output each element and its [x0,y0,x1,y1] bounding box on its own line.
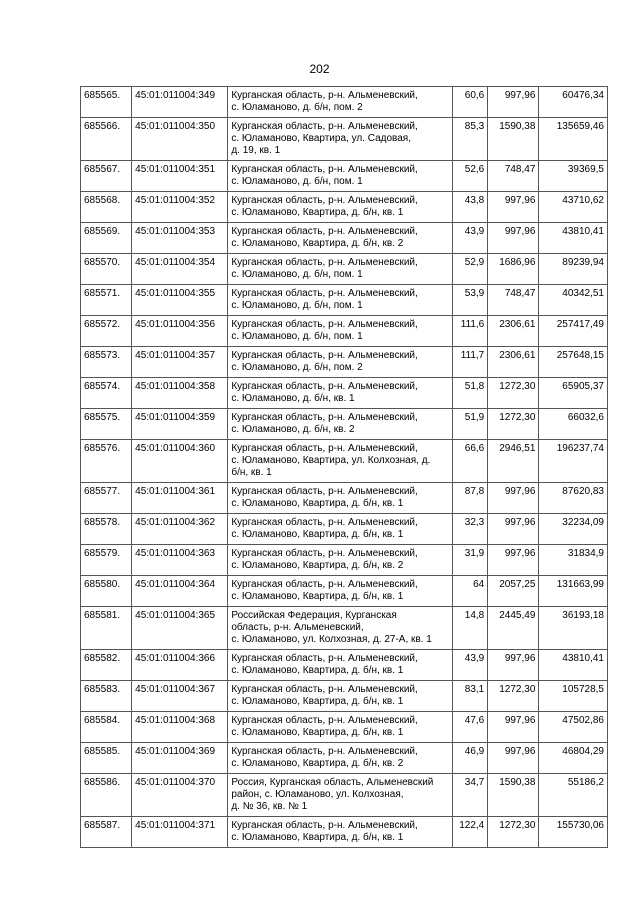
area-cell: 111,6 [453,316,488,347]
unit-value-cell: 2946,51 [488,440,539,483]
unit-value-cell: 748,47 [488,285,539,316]
address-line: район, с. Юламаново, ул. Колхозная, [231,789,404,800]
address-cell [228,118,453,161]
area-cell: 64 [453,576,488,607]
table-row [81,514,608,545]
record-number-cell: 685586. [81,774,132,817]
registry-table [80,86,608,848]
cadastral-number-cell: 45:01:011004:358 [132,378,228,409]
address-line: с. Юламаново, Квартира, д. б/н, кв. 1 [231,529,404,540]
address-line: Курганская область, р-н. Альменевский, [231,486,418,497]
address-cell [228,743,453,774]
unit-value-cell: 1590,38 [488,118,539,161]
address-cell [228,285,453,316]
address-cell [228,483,453,514]
record-number-cell: 685584. [81,712,132,743]
record-number-cell: 685571. [81,285,132,316]
area-cell: 52,6 [453,161,488,192]
record-number-cell: 685583. [81,681,132,712]
record-number-cell: 685565. [81,87,132,118]
address-line: Курганская область, р-н. Альменевский, [231,746,418,757]
table-row [81,774,608,817]
address-line: с. Юламаново, Квартира, д. б/н, кв. 1 [231,832,404,843]
unit-value-cell: 1272,30 [488,817,539,848]
table-row [81,285,608,316]
table-row [81,483,608,514]
address-cell [228,378,453,409]
table-row [81,223,608,254]
address-line: с. Юламаново, Квартира, д. б/н, кв. 1 [231,498,404,509]
cadastral-value-cell: 43710,62 [539,192,608,223]
address-line: с. Юламаново, д. б/н, пом. 1 [231,331,363,342]
address-line: Курганская область, р-н. Альменевский, [231,684,418,695]
cadastral-value-cell: 65905,37 [539,378,608,409]
unit-value-cell: 997,96 [488,743,539,774]
unit-value-cell: 2306,61 [488,347,539,378]
address-line: Курганская область, р-н. Альменевский, [231,820,418,831]
area-cell: 14,8 [453,607,488,650]
record-number-cell: 685572. [81,316,132,347]
cadastral-number-cell: 45:01:011004:353 [132,223,228,254]
record-number-cell: 685579. [81,545,132,576]
address-line: Курганская область, р-н. Альменевский, [231,412,418,423]
cadastral-value-cell: 43810,41 [539,223,608,254]
unit-value-cell: 1590,38 [488,774,539,817]
cadastral-value-cell: 36193,18 [539,607,608,650]
cadastral-value-cell: 87620,83 [539,483,608,514]
table-row [81,378,608,409]
cadastral-value-cell: 135659,46 [539,118,608,161]
table-row [81,743,608,774]
record-number-cell: 685587. [81,817,132,848]
area-cell: 32,3 [453,514,488,545]
table-row [81,192,608,223]
cadastral-number-cell: 45:01:011004:357 [132,347,228,378]
area-cell: 122,4 [453,817,488,848]
address-cell [228,409,453,440]
area-cell: 87,8 [453,483,488,514]
record-number-cell: 685567. [81,161,132,192]
area-cell: 31,9 [453,545,488,576]
address-cell [228,681,453,712]
area-cell: 85,3 [453,118,488,161]
cadastral-number-cell: 45:01:011004:367 [132,681,228,712]
address-line: Курганская область, р-н. Альменевский, [231,226,418,237]
cadastral-number-cell: 45:01:011004:363 [132,545,228,576]
cadastral-value-cell: 60476,34 [539,87,608,118]
address-cell [228,650,453,681]
table-row [81,545,608,576]
cadastral-number-cell: 45:01:011004:369 [132,743,228,774]
unit-value-cell: 1686,96 [488,254,539,285]
address-line: Курганская область, р-н. Альменевский, [231,257,418,268]
cadastral-number-cell: 45:01:011004:365 [132,607,228,650]
record-number-cell: 685580. [81,576,132,607]
table-row [81,409,608,440]
table-row [81,347,608,378]
area-cell: 66,6 [453,440,488,483]
cadastral-number-cell: 45:01:011004:368 [132,712,228,743]
address-line: д. № 36, кв. № 1 [231,801,308,812]
address-line: Курганская область, р-н. Альменевский, [231,350,418,361]
cadastral-value-cell: 131663,99 [539,576,608,607]
record-number-cell: 685577. [81,483,132,514]
address-line: с. Юламаново, д. б/н, пом. 1 [231,269,363,280]
address-line: с. Юламаново, д. б/н, кв. 2 [231,424,355,435]
cadastral-number-cell: 45:01:011004:356 [132,316,228,347]
unit-value-cell: 997,96 [488,712,539,743]
address-line: с. Юламаново, Квартира, д. б/н, кв. 1 [231,665,404,676]
address-line: Россия, Курганская область, Альменевский [231,777,434,788]
area-cell: 47,6 [453,712,488,743]
record-number-cell: 685578. [81,514,132,545]
address-line: с. Юламаново, Квартира, д. б/н, кв. 2 [231,560,404,571]
table-row [81,681,608,712]
record-number-cell: 685575. [81,409,132,440]
address-line: с. Юламаново, Квартира, д. б/н, кв. 1 [231,696,404,707]
address-line: с. Юламаново, д. б/н, пом. 1 [231,176,363,187]
address-cell [228,87,453,118]
address-line: область, р-н. Альменевский, [231,622,364,633]
record-number-cell: 685569. [81,223,132,254]
cadastral-value-cell: 55186,2 [539,774,608,817]
cadastral-value-cell: 257648,15 [539,347,608,378]
cadastral-number-cell: 45:01:011004:361 [132,483,228,514]
record-number-cell: 685574. [81,378,132,409]
area-cell: 51,9 [453,409,488,440]
address-line: с. Юламаново, Квартира, д. б/н, кв. 2 [231,238,404,249]
address-line: Курганская область, р-н. Альменевский, [231,517,418,528]
area-cell: 52,9 [453,254,488,285]
address-line: с. Юламаново, Квартира, д. б/н, кв. 1 [231,591,404,602]
cadastral-value-cell: 46804,29 [539,743,608,774]
table-row [81,650,608,681]
cadastral-value-cell: 47502,86 [539,712,608,743]
address-line: Курганская область, р-н. Альменевский, [231,319,418,330]
area-cell: 83,1 [453,681,488,712]
cadastral-number-cell: 45:01:011004:352 [132,192,228,223]
table-row [81,316,608,347]
address-line: с. Юламаново, Квартира, д. б/н, кв. 2 [231,758,404,769]
unit-value-cell: 1272,30 [488,409,539,440]
unit-value-cell: 2445,49 [488,607,539,650]
unit-value-cell: 997,96 [488,483,539,514]
address-line: Курганская область, р-н. Альменевский, [231,715,418,726]
address-line: с. Юламаново, д. б/н, пом. 2 [231,102,363,113]
cadastral-value-cell: 31834,9 [539,545,608,576]
cadastral-number-cell: 45:01:011004:364 [132,576,228,607]
address-line: б/н, кв. 1 [231,467,272,478]
cadastral-value-cell: 196237,74 [539,440,608,483]
address-line: Российская Федерация, Курганская [231,610,397,621]
record-number-cell: 685573. [81,347,132,378]
area-cell: 60,6 [453,87,488,118]
address-cell [228,316,453,347]
address-cell [228,774,453,817]
cadastral-value-cell: 39369,5 [539,161,608,192]
unit-value-cell: 2306,61 [488,316,539,347]
area-cell: 46,9 [453,743,488,774]
address-line: с. Юламаново, Квартира, д. б/н, кв. 1 [231,727,404,738]
cadastral-value-cell: 155730,06 [539,817,608,848]
cadastral-value-cell: 32234,09 [539,514,608,545]
record-number-cell: 685576. [81,440,132,483]
address-cell [228,607,453,650]
address-cell [228,514,453,545]
unit-value-cell: 997,96 [488,650,539,681]
address-line: Курганская область, р-н. Альменевский, [231,164,418,175]
address-line: Курганская область, р-н. Альменевский, [231,121,418,132]
address-cell [228,545,453,576]
cadastral-value-cell: 43810,41 [539,650,608,681]
area-cell: 111,7 [453,347,488,378]
address-line: с. Юламаново, Квартира, д. б/н, кв. 1 [231,207,404,218]
cadastral-number-cell: 45:01:011004:350 [132,118,228,161]
record-number-cell: 685566. [81,118,132,161]
record-number-cell: 685582. [81,650,132,681]
address-line: Курганская область, р-н. Альменевский, [231,443,418,454]
unit-value-cell: 997,96 [488,223,539,254]
cadastral-number-cell: 45:01:011004:371 [132,817,228,848]
area-cell: 34,7 [453,774,488,817]
table-row [81,607,608,650]
address-line: Курганская область, р-н. Альменевский, [231,195,418,206]
record-number-cell: 685581. [81,607,132,650]
record-number-cell: 685585. [81,743,132,774]
cadastral-number-cell: 45:01:011004:351 [132,161,228,192]
cadastral-number-cell: 45:01:011004:349 [132,87,228,118]
area-cell: 53,9 [453,285,488,316]
address-line: с. Юламаново, д. б/н, кв. 1 [231,393,355,404]
address-line: с. Юламаново, ул. Колхозная, д. 27-А, кв. 1 [231,634,432,645]
area-cell: 51,8 [453,378,488,409]
cadastral-value-cell: 40342,51 [539,285,608,316]
address-line: с. Юламаново, д. б/н, пом. 2 [231,362,363,373]
address-line: Курганская область, р-н. Альменевский, [231,288,418,299]
area-cell: 43,8 [453,192,488,223]
address-cell [228,223,453,254]
table-row [81,817,608,848]
address-cell [228,254,453,285]
unit-value-cell: 997,96 [488,514,539,545]
address-line: Курганская область, р-н. Альменевский, [231,90,418,101]
cadastral-value-cell: 257417,49 [539,316,608,347]
record-number-cell: 685570. [81,254,132,285]
address-cell [228,712,453,743]
cadastral-number-cell: 45:01:011004:359 [132,409,228,440]
page-number: 202 [309,62,330,76]
address-line: Курганская область, р-н. Альменевский, [231,548,418,559]
address-line: с. Юламаново, д. б/н, пом. 1 [231,300,363,311]
cadastral-number-cell: 45:01:011004:362 [132,514,228,545]
cadastral-number-cell: 45:01:011004:355 [132,285,228,316]
table-row [81,118,608,161]
table-row [81,161,608,192]
address-line: Курганская область, р-н. Альменевский, [231,579,418,590]
address-line: Курганская область, р-н. Альменевский, [231,653,418,664]
address-line: с. Юламаново, Квартира, ул. Садовая, [231,133,411,144]
unit-value-cell: 997,96 [488,87,539,118]
address-line: д. 19, кв. 1 [231,145,281,156]
address-cell [228,161,453,192]
area-cell: 43,9 [453,650,488,681]
table-row [81,440,608,483]
cadastral-number-cell: 45:01:011004:354 [132,254,228,285]
table-row [81,87,608,118]
area-cell: 43,9 [453,223,488,254]
cadastral-value-cell: 105728,5 [539,681,608,712]
address-line: Курганская область, р-н. Альменевский, [231,381,418,392]
table-row [81,576,608,607]
cadastral-value-cell: 89239,94 [539,254,608,285]
unit-value-cell: 1272,30 [488,681,539,712]
table-row [81,254,608,285]
cadastral-value-cell: 66032,6 [539,409,608,440]
address-line: с. Юламаново, Квартира, ул. Колхозная, д. [231,455,431,466]
table-row [81,712,608,743]
unit-value-cell: 997,96 [488,545,539,576]
address-cell [228,440,453,483]
unit-value-cell: 2057,25 [488,576,539,607]
cadastral-number-cell: 45:01:011004:370 [132,774,228,817]
record-number-cell: 685568. [81,192,132,223]
address-cell [228,192,453,223]
unit-value-cell: 748,47 [488,161,539,192]
address-cell [228,576,453,607]
registry-table-body [81,87,608,848]
unit-value-cell: 997,96 [488,192,539,223]
cadastral-number-cell: 45:01:011004:366 [132,650,228,681]
unit-value-cell: 1272,30 [488,378,539,409]
address-cell [228,817,453,848]
address-cell [228,347,453,378]
cadastral-number-cell: 45:01:011004:360 [132,440,228,483]
